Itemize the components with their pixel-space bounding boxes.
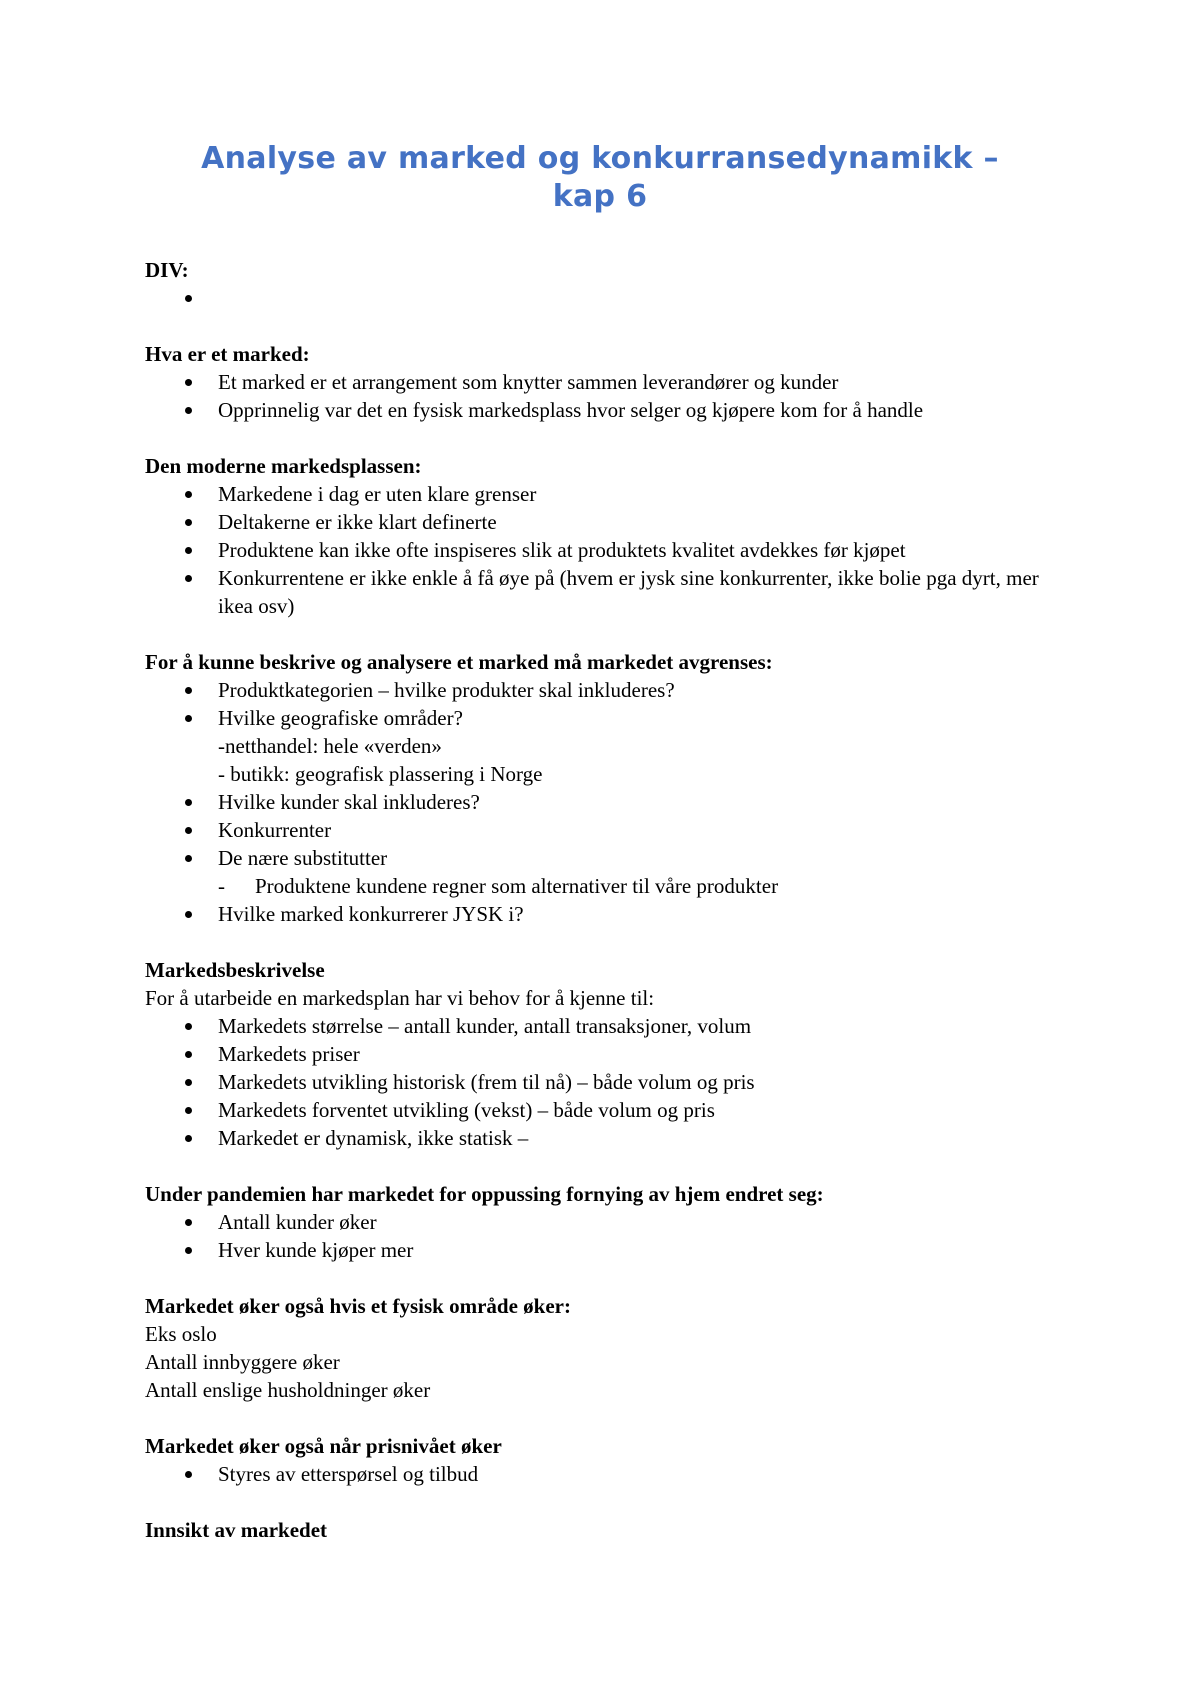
bullet-icon xyxy=(185,491,192,498)
section-heading: Hva er et marked: xyxy=(145,342,310,366)
bullet-icon xyxy=(185,715,192,722)
bullet-list xyxy=(145,368,1065,424)
list-item-text: Styres av etterspørsel og tilbud xyxy=(218,1462,479,1486)
bullet-icon xyxy=(185,575,192,582)
section-avgrenses xyxy=(145,648,1065,928)
section-heading: Den moderne markedsplassen: xyxy=(145,454,422,478)
bullet-icon xyxy=(185,1023,192,1030)
bullet-icon xyxy=(185,519,192,526)
list-item-text: Konkurrenter xyxy=(218,818,332,842)
list-item-text: Markedets priser xyxy=(218,1042,360,1066)
section-intro: For å utarbeide en markedsplan har vi behov for å kjenne til: xyxy=(145,986,655,1010)
list-subline: -netthandel: hele «verden» xyxy=(218,734,442,758)
list-item xyxy=(145,676,1065,704)
section-div xyxy=(145,256,1065,312)
section-heading: For å kunne beskrive og analysere et marked må markedet avgrenses: xyxy=(145,650,773,674)
dash-subitem-text: Produktene kundene regner som alternativer til våre produkter xyxy=(255,874,779,898)
dash-marker: - xyxy=(218,874,225,898)
list-item-text: Hvilke marked konkurrerer JYSK i? xyxy=(218,902,524,926)
bullet-list xyxy=(145,676,1065,928)
list-item-text: Markedets størrelse – antall kunder, antall transaksjoner, volum xyxy=(218,1014,752,1038)
bullet-icon xyxy=(185,1247,192,1254)
list-item xyxy=(145,1012,1065,1040)
bullet-icon xyxy=(185,1219,192,1226)
plain-line: Antall enslige husholdninger øker xyxy=(145,1378,431,1402)
list-item-text: Markedets utvikling historisk (frem til nå) – både volum og pris xyxy=(218,1070,755,1094)
section-innsikt xyxy=(145,1516,1065,1544)
bullet-icon xyxy=(185,379,192,386)
list-item-text: Antall kunder øker xyxy=(218,1210,377,1234)
bullet-icon xyxy=(185,295,192,302)
list-item-text: Hvilke geografiske områder? xyxy=(218,706,463,730)
list-item xyxy=(145,508,1065,536)
bullet-icon xyxy=(185,1107,192,1114)
list-item xyxy=(145,284,1065,312)
list-item xyxy=(145,1068,1065,1096)
list-item-text: Produktene kan ikke ofte inspiseres slik at produktets kvalitet avdekkes før kjøpet xyxy=(218,538,906,562)
list-item xyxy=(145,1040,1065,1068)
list-item xyxy=(145,1460,1065,1488)
list-item-text: Hvilke kunder skal inkluderes? xyxy=(218,790,480,814)
list-item xyxy=(145,368,1065,396)
bullet-list xyxy=(145,1460,1065,1488)
section-moderne xyxy=(145,452,1065,620)
list-item xyxy=(145,816,1065,844)
list-item-text: Markedets forventet utvikling (vekst) – både volum og pris xyxy=(218,1098,715,1122)
list-item-text: De nære substitutter xyxy=(218,846,388,870)
document-title xyxy=(120,140,1080,216)
section-fysisk xyxy=(145,1292,1065,1404)
section-heading: DIV: xyxy=(145,258,189,282)
title-line-2: kap 6 xyxy=(552,179,648,214)
bullet-icon xyxy=(185,1051,192,1058)
document-body xyxy=(145,256,1065,1572)
list-item-text: Markedet er dynamisk, ikke statisk – xyxy=(218,1126,529,1150)
bullet-icon xyxy=(185,799,192,806)
list-item-text: Konkurrentene er ikke enkle å få øye på (hvem er jysk sine konkurrenter, ikke bolie pga dyrt, mer ikea osv) xyxy=(218,566,1039,618)
section-heading: Markedet øker også når prisnivået øker xyxy=(145,1434,502,1458)
list-item-text: Produktkategorien – hvilke produkter skal inkluderes? xyxy=(218,678,675,702)
section-heading: Markedsbeskrivelse xyxy=(145,958,325,982)
list-item xyxy=(145,564,1065,620)
list-subline: - butikk: geografisk plassering i Norge xyxy=(218,762,543,786)
list-item-text: Deltakerne er ikke klart definerte xyxy=(218,510,497,534)
section-prisniva xyxy=(145,1432,1065,1488)
plain-line: Antall innbyggere øker xyxy=(145,1350,340,1374)
bullet-icon xyxy=(185,1079,192,1086)
list-item xyxy=(145,480,1065,508)
list-item xyxy=(145,396,1065,424)
section-marked xyxy=(145,340,1065,424)
list-item xyxy=(145,900,1065,928)
list-item-text: Et marked er et arrangement som knytter sammen leverandører og kunder xyxy=(218,370,839,394)
bullet-list xyxy=(145,1208,1065,1264)
bullet-icon xyxy=(185,827,192,834)
bullet-list xyxy=(145,284,1065,312)
title-line-1: Analyse av marked og konkurransedynamikk – xyxy=(201,141,999,176)
list-item xyxy=(145,704,1065,788)
list-item xyxy=(145,1124,1065,1152)
bullet-icon xyxy=(185,855,192,862)
list-item xyxy=(145,536,1065,564)
list-item xyxy=(145,788,1065,816)
list-item xyxy=(145,844,1065,900)
bullet-icon xyxy=(185,547,192,554)
bullet-icon xyxy=(185,1135,192,1142)
list-item xyxy=(145,1208,1065,1236)
bullet-icon xyxy=(185,687,192,694)
section-heading: Innsikt av markedet xyxy=(145,1518,328,1542)
section-heading: Under pandemien har markedet for oppussing fornying av hjem endret seg: xyxy=(145,1182,824,1206)
bullet-icon xyxy=(185,407,192,414)
bullet-list xyxy=(145,480,1065,620)
list-item-text: Hver kunde kjøper mer xyxy=(218,1238,414,1262)
bullet-icon xyxy=(185,911,192,918)
section-pandemi xyxy=(145,1180,1065,1264)
list-item xyxy=(145,1096,1065,1124)
list-item-text: Markedene i dag er uten klare grenser xyxy=(218,482,537,506)
bullet-icon xyxy=(185,1471,192,1478)
plain-line: Eks oslo xyxy=(145,1322,217,1346)
list-item xyxy=(145,1236,1065,1264)
list-item-text: Opprinnelig var det en fysisk markedsplass hvor selger og kjøpere kom for å handle xyxy=(218,398,924,422)
dash-subitem xyxy=(218,872,1065,900)
section-heading: Markedet øker også hvis et fysisk område øker: xyxy=(145,1294,571,1318)
bullet-list xyxy=(145,1012,1065,1152)
section-beskrivelse xyxy=(145,956,1065,1152)
